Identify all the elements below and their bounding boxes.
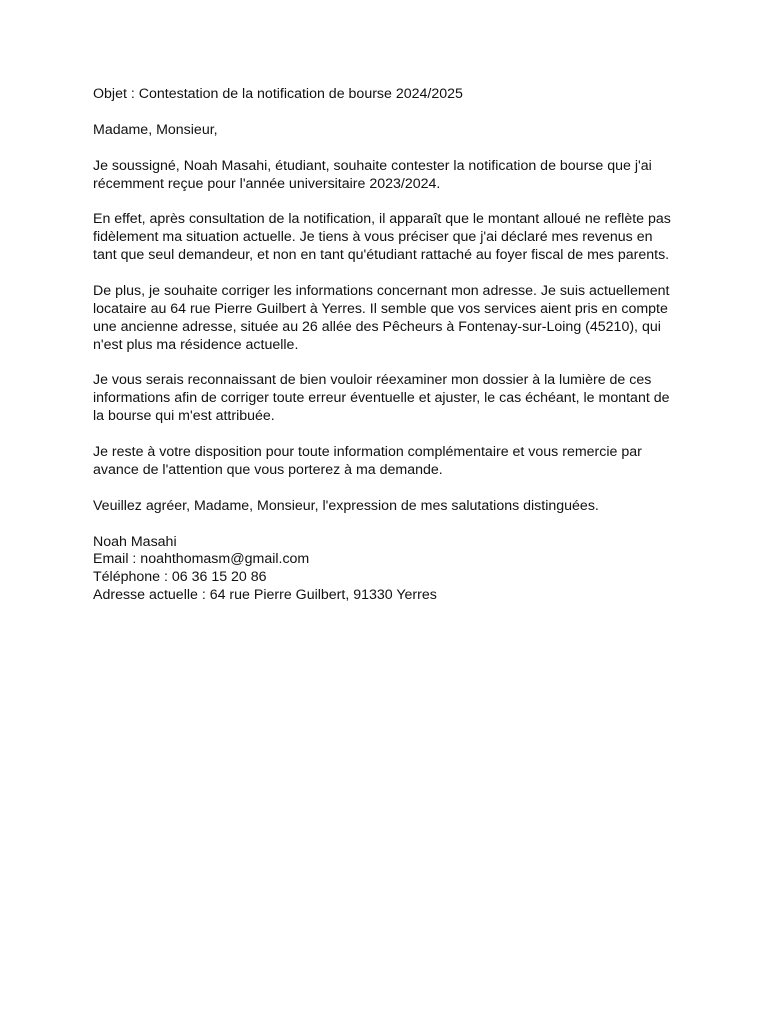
signature-address: Adresse actuelle : 64 rue Pierre Guilbert, 91330 Yerres [93,587,437,604]
paragraph-revenus [93,211,683,265]
paragraph-line: récemment reçue pour l'année universitaire 2023/2024. [93,175,441,192]
paragraph-line: la bourse qui m'est attribuée. [93,408,275,425]
paragraph-reexamen [93,372,683,426]
paragraph-contestation [93,158,683,194]
paragraph-line: Je soussigné, Noah Masahi, étudiant, souhaite contester la notification de bourse que j'ai [93,157,652,174]
closing-line: Veuillez agréer, Madame, Monsieur, l'expression de mes salutations distinguées. [93,497,599,514]
paragraph-adresse [93,283,683,355]
letter-salutation [93,122,683,140]
paragraph-line: Je reste à votre disposition pour toute information complémentaire et vous remercie par [93,444,642,461]
paragraph-disposition [93,444,683,480]
paragraph-line: locataire au 64 rue Pierre Guilbert à Yerres. Il semble que vos services aient pris en compte [93,300,668,317]
paragraph-line: En effet, après consultation de la notification, il apparaît que le montant alloué ne reflète pas [93,211,671,228]
signature-email: Email : noahthomasm@gmail.com [93,551,310,568]
letter-page [93,86,683,623]
letter-subject [93,86,683,104]
signature-name: Noah Masahi [93,533,177,550]
paragraph-line: De plus, je souhaite corriger les informations concernant mon adresse. Je suis actuellement [93,282,670,299]
subject-line: Objet : Contestation de la notification de bourse 2024/2025 [93,86,463,102]
paragraph-line: avance de l'attention que vous porterez à ma demande. [93,461,443,478]
paragraph-line: n'est plus ma résidence actuelle. [93,336,299,353]
salutation-line: Madame, Monsieur, [93,121,218,138]
paragraph-line: une ancienne adresse, située au 26 allée des Pêcheurs à Fontenay-sur-Loing (45210), qui [93,318,661,335]
signature-block [93,534,683,606]
paragraph-line: informations afin de corriger toute erreur éventuelle et ajuster, le cas échéant, le montant de [93,390,670,407]
paragraph-line: fidèlement ma situation actuelle. Je tiens à vous préciser que j'ai déclaré mes revenus en [93,229,653,246]
paragraph-closing [93,498,683,516]
signature-phone: Téléphone : 06 36 15 20 86 [93,569,267,586]
paragraph-line: Je vous serais reconnaissant de bien vouloir réexaminer mon dossier à la lumière de ces [93,372,652,389]
paragraph-line: tant que seul demandeur, et non en tant qu'étudiant rattaché au foyer fiscal de mes parents. [93,247,670,264]
